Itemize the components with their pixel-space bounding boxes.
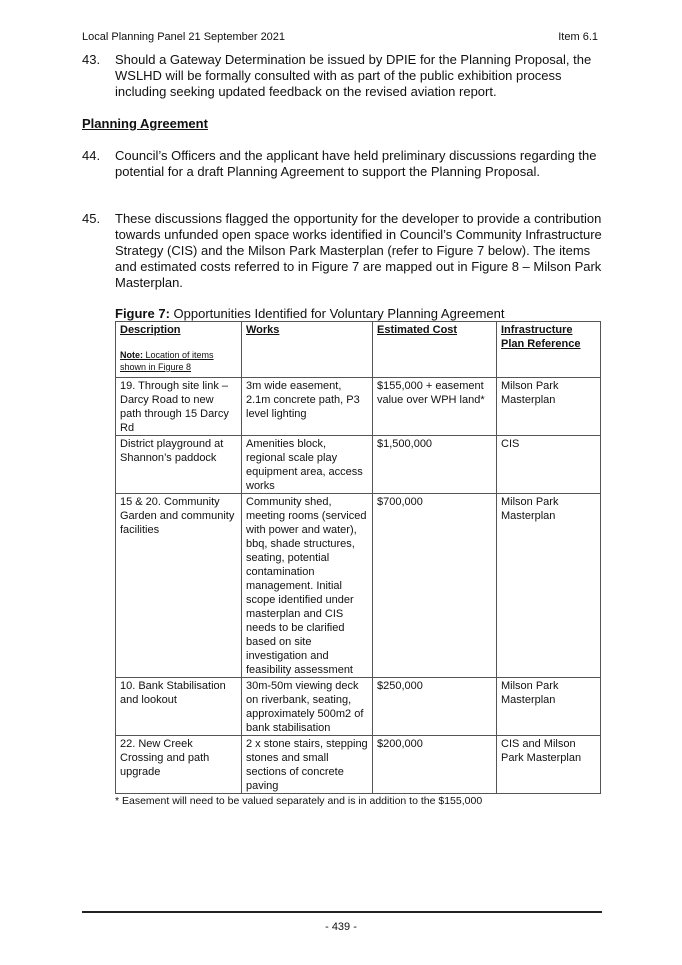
cell-cost: $250,000 <box>373 678 497 736</box>
cell-description: 19. Through site link – Darcy Road to new path through 15 Darcy Rd <box>116 378 242 436</box>
figure-caption <box>115 306 505 321</box>
table-row <box>116 378 601 436</box>
cell-description: 15 & 20. Community Garden and community facilities <box>116 494 242 678</box>
table-footnote: * Easement will need to be valued separately and is in addition to the $155,000 <box>115 795 483 807</box>
paragraph-text: Should a Gateway Determination be issued by DPIE for the Planning Proposal, the WSLHD will be formally consulted with as part of the public exhibition process including seeking updated feedback on the revised aviation report. <box>115 52 592 99</box>
note-text: Location of items shown in Figure 8 <box>120 350 214 372</box>
cell-description: District playground at Shannon’s paddock <box>116 436 242 494</box>
cell-reference: Milson Park Masterplan <box>497 378 601 436</box>
header-meeting-title: Local Planning Panel 21 September 2021 <box>82 31 286 43</box>
cell-works: Community shed, meeting rooms (serviced with power and water), bbq, shade structures, seating, potential contamination management. Initial scope identified under masterplan and CIS needs to be clarified based on site investigation and feasibility assessment <box>242 494 373 678</box>
table-header-row <box>116 322 601 378</box>
paragraph-number: 44. <box>82 148 101 163</box>
header-plan-reference: Infrastructure Plan Reference <box>497 322 601 378</box>
table-row <box>116 736 601 794</box>
paragraph-number: 45. <box>82 211 101 226</box>
header-description-label: Description <box>120 324 181 336</box>
opportunities-table <box>115 321 601 794</box>
footer-divider <box>82 911 602 913</box>
cell-works: Amenities block, regional scale play equipment area, access works <box>242 436 373 494</box>
cell-reference: CIS <box>497 436 601 494</box>
page-number: - 439 - <box>325 921 357 933</box>
cell-cost: $1,500,000 <box>373 436 497 494</box>
header-works: Works <box>242 322 373 378</box>
table-row <box>116 436 601 494</box>
paragraph-45 <box>82 211 602 291</box>
header-description <box>116 322 242 378</box>
location-note <box>120 349 237 373</box>
paragraph-text: Council’s Officers and the applicant have held preliminary discussions regarding the potential for a draft Planning Agreement to support the Planning Proposal. <box>115 148 597 179</box>
note-label: Note: <box>120 350 143 360</box>
cell-works: 2 x stone stairs, stepping stones and small sections of concrete paving <box>242 736 373 794</box>
cell-works: 30m-50m viewing deck on riverbank, seating, approximately 500m2 of bank stabilisation <box>242 678 373 736</box>
table-row <box>116 494 601 678</box>
cell-works: 3m wide easement, 2.1m concrete path, P3 level lighting <box>242 378 373 436</box>
paragraph-43 <box>82 52 602 100</box>
paragraph-text: These discussions flagged the opportunity for the developer to provide a contribution towards unfunded open space works identified in Council’s Community Infrastructure Strategy (CIS) and the Milson Park Masterplan (refer to Figure 7 below). The items and estimated costs referred to in Figure 7 are mapped out in Figure 8 – Milson Park Masterplan. <box>115 211 602 290</box>
figure-label: Figure 7: <box>115 306 170 321</box>
cell-description: 10. Bank Stabilisation and lookout <box>116 678 242 736</box>
cell-cost: $200,000 <box>373 736 497 794</box>
page-header <box>82 31 598 47</box>
cell-reference: Milson Park Masterplan <box>497 678 601 736</box>
header-item-number: Item 6.1 <box>558 31 598 43</box>
figure-title: Opportunities Identified for Voluntary Planning Agreement <box>169 306 505 321</box>
cell-reference: CIS and Milson Park Masterplan <box>497 736 601 794</box>
cell-cost: $155,000 + easement value over WPH land* <box>373 378 497 436</box>
paragraph-number: 43. <box>82 52 101 67</box>
cell-description: 22. New Creek Crossing and path upgrade <box>116 736 242 794</box>
cell-reference: Milson Park Masterplan <box>497 494 601 678</box>
section-heading: Planning Agreement <box>82 116 208 131</box>
table-row <box>116 678 601 736</box>
header-estimated-cost: Estimated Cost <box>373 322 497 378</box>
cell-cost: $700,000 <box>373 494 497 678</box>
paragraph-44 <box>82 148 602 180</box>
